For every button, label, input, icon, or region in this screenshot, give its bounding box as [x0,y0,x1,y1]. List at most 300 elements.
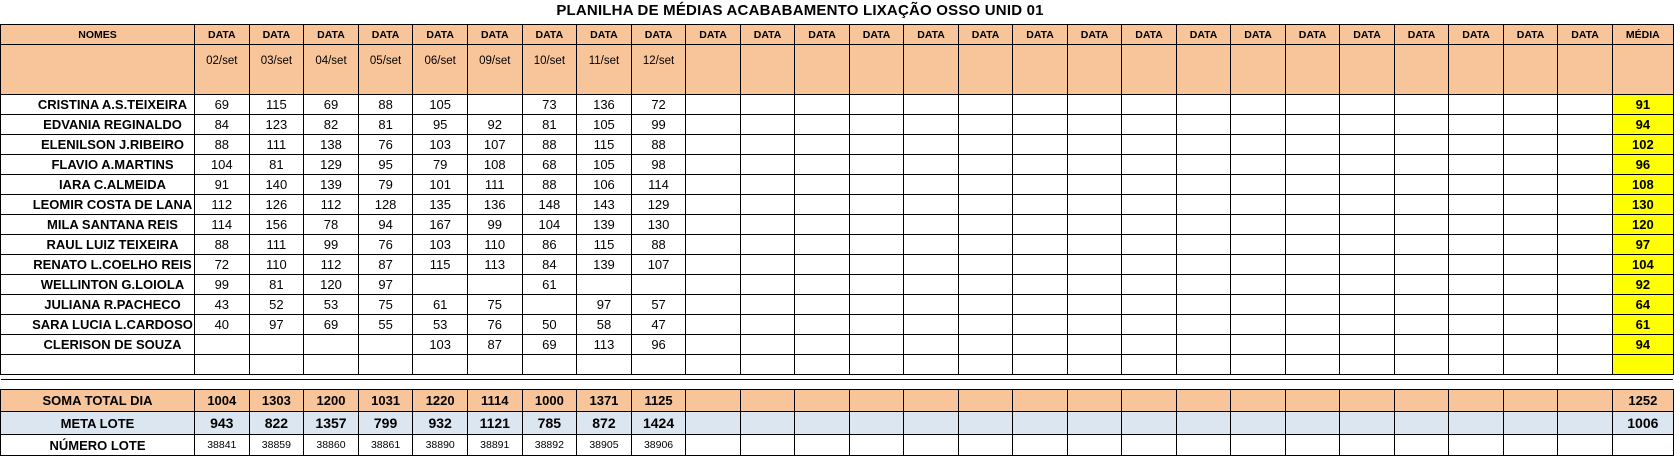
meta-value[interactable] [1340,412,1395,435]
value-cell[interactable] [1394,315,1449,335]
value-cell[interactable]: 113 [467,255,522,275]
value-cell[interactable] [1013,335,1068,355]
value-cell[interactable] [1067,295,1122,315]
value-cell[interactable] [1394,255,1449,275]
value-cell[interactable] [1449,275,1504,295]
value-cell[interactable] [958,155,1013,175]
employee-name[interactable]: JULIANA R.PACHECO [1,295,195,315]
value-cell[interactable]: 123 [249,115,304,135]
value-cell[interactable]: 103 [413,235,468,255]
value-cell[interactable] [1340,315,1395,335]
soma-value[interactable] [1503,390,1558,412]
soma-value[interactable] [849,390,904,412]
lote-value[interactable]: 38859 [249,435,304,456]
value-cell[interactable] [740,335,795,355]
value-cell[interactable] [1503,195,1558,215]
date-cell[interactable] [958,45,1013,95]
value-cell[interactable] [1067,175,1122,195]
value-cell[interactable] [1122,235,1177,255]
value-cell[interactable] [849,255,904,275]
soma-value[interactable]: 1114 [467,390,522,412]
value-cell[interactable] [849,175,904,195]
value-cell[interactable] [1503,135,1558,155]
value-cell[interactable] [1067,315,1122,335]
value-cell[interactable]: 82 [304,115,359,135]
value-cell[interactable] [1231,95,1286,115]
value-cell[interactable]: 104 [195,155,250,175]
value-cell[interactable] [740,135,795,155]
meta-value[interactable]: 872 [577,412,632,435]
value-cell[interactable] [1013,155,1068,175]
value-cell[interactable] [904,115,959,135]
value-cell[interactable]: 88 [522,175,577,195]
value-cell[interactable]: 84 [522,255,577,275]
soma-value[interactable] [1013,390,1068,412]
value-cell[interactable] [1340,295,1395,315]
value-cell[interactable] [904,135,959,155]
value-cell[interactable]: 112 [304,195,359,215]
value-cell[interactable] [795,295,850,315]
meta-value[interactable]: 785 [522,412,577,435]
value-cell[interactable]: 143 [577,195,632,215]
value-cell[interactable] [686,135,741,155]
value-cell[interactable]: 53 [304,295,359,315]
lote-value[interactable] [904,435,959,456]
value-cell[interactable]: 79 [358,175,413,195]
blank-cell[interactable] [1013,355,1068,375]
value-cell[interactable] [686,255,741,275]
value-cell[interactable]: 95 [358,155,413,175]
lote-value[interactable] [1340,435,1395,456]
value-cell[interactable] [1122,255,1177,275]
value-cell[interactable]: 105 [577,155,632,175]
value-cell[interactable] [1503,95,1558,115]
lote-value[interactable] [1558,435,1613,456]
value-cell[interactable] [1122,275,1177,295]
value-cell[interactable] [1176,115,1231,135]
lote-value[interactable] [1122,435,1177,456]
value-cell[interactable] [1449,175,1504,195]
value-cell[interactable] [795,155,850,175]
soma-value[interactable] [958,390,1013,412]
header-date[interactable]: DATA [467,25,522,45]
value-cell[interactable] [1122,95,1177,115]
value-cell[interactable] [1176,215,1231,235]
blank-cell[interactable] [1,355,195,375]
value-cell[interactable] [795,175,850,195]
soma-value[interactable] [686,390,741,412]
value-cell[interactable]: 128 [358,195,413,215]
value-cell[interactable] [1394,215,1449,235]
value-cell[interactable] [686,195,741,215]
date-cell[interactable] [849,45,904,95]
employee-name[interactable]: IARA C.ALMEIDA [1,175,195,195]
value-cell[interactable] [958,95,1013,115]
value-cell[interactable] [1449,195,1504,215]
value-cell[interactable]: 75 [467,295,522,315]
value-cell[interactable]: 105 [577,115,632,135]
value-cell[interactable] [958,295,1013,315]
header-date[interactable]: DATA [304,25,359,45]
value-cell[interactable] [1340,275,1395,295]
value-cell[interactable]: 107 [631,255,686,275]
value-cell[interactable] [1176,235,1231,255]
average-cell[interactable]: 104 [1612,255,1673,275]
blank-cell[interactable] [904,355,959,375]
value-cell[interactable] [1449,235,1504,255]
value-cell[interactable]: 97 [249,315,304,335]
employee-name[interactable]: SARA LUCIA L.CARDOSO [1,315,195,335]
value-cell[interactable]: 58 [577,315,632,335]
value-cell[interactable] [1122,175,1177,195]
blank-cell[interactable] [304,355,359,375]
value-cell[interactable]: 81 [358,115,413,135]
header-date[interactable]: DATA [904,25,959,45]
value-cell[interactable] [686,275,741,295]
value-cell[interactable]: 97 [577,295,632,315]
value-cell[interactable] [795,315,850,335]
soma-value[interactable]: 1303 [249,390,304,412]
value-cell[interactable] [1340,235,1395,255]
value-cell[interactable] [1013,235,1068,255]
lote-value[interactable] [1067,435,1122,456]
value-cell[interactable]: 101 [413,175,468,195]
value-cell[interactable]: 73 [522,95,577,115]
average-cell[interactable]: 97 [1612,235,1673,255]
value-cell[interactable]: 96 [631,335,686,355]
blank-cell[interactable] [467,355,522,375]
blank-cell[interactable] [849,355,904,375]
blank-cell[interactable] [1449,355,1504,375]
value-cell[interactable] [1176,335,1231,355]
blank-cell[interactable] [522,355,577,375]
header-names[interactable]: NOMES [1,25,195,45]
value-cell[interactable] [1558,215,1613,235]
value-cell[interactable] [849,275,904,295]
value-cell[interactable] [195,335,250,355]
value-cell[interactable]: 40 [195,315,250,335]
value-cell[interactable] [849,155,904,175]
value-cell[interactable]: 114 [195,215,250,235]
blank-cell[interactable] [358,355,413,375]
value-cell[interactable]: 138 [304,135,359,155]
value-cell[interactable] [1503,255,1558,275]
average-cell[interactable]: 61 [1612,315,1673,335]
meta-value[interactable] [1503,412,1558,435]
value-cell[interactable] [577,275,632,295]
employee-name[interactable]: EDVANIA REGINALDO [1,115,195,135]
blank-cell[interactable] [1231,355,1286,375]
average-cell[interactable]: 91 [1612,95,1673,115]
value-cell[interactable]: 103 [413,135,468,155]
soma-value[interactable] [1231,390,1286,412]
soma-value[interactable]: 1004 [195,390,250,412]
value-cell[interactable]: 88 [195,135,250,155]
value-cell[interactable] [904,335,959,355]
header-date[interactable]: DATA [1231,25,1286,45]
employee-name[interactable]: CLERISON DE SOUZA [1,335,195,355]
value-cell[interactable] [904,275,959,295]
value-cell[interactable]: 115 [577,135,632,155]
header-average-blank[interactable] [1612,45,1673,95]
value-cell[interactable] [1176,175,1231,195]
value-cell[interactable] [1067,195,1122,215]
header-average[interactable]: MÉDIA [1612,25,1673,45]
date-cell[interactable] [686,45,741,95]
value-cell[interactable] [1231,135,1286,155]
value-cell[interactable]: 72 [195,255,250,275]
soma-value[interactable]: 1000 [522,390,577,412]
header-date[interactable]: DATA [958,25,1013,45]
value-cell[interactable]: 50 [522,315,577,335]
header-date[interactable]: DATA [577,25,632,45]
value-cell[interactable] [1503,215,1558,235]
value-cell[interactable] [467,95,522,115]
value-cell[interactable]: 61 [413,295,468,315]
value-cell[interactable] [1013,135,1068,155]
value-cell[interactable]: 136 [467,195,522,215]
header-date[interactable]: DATA [358,25,413,45]
date-cell[interactable] [1503,45,1558,95]
value-cell[interactable] [1067,95,1122,115]
header-date[interactable]: DATA [795,25,850,45]
value-cell[interactable] [904,155,959,175]
value-cell[interactable] [1013,295,1068,315]
meta-value[interactable] [1013,412,1068,435]
value-cell[interactable] [1394,135,1449,155]
value-cell[interactable] [849,115,904,135]
value-cell[interactable] [740,95,795,115]
value-cell[interactable]: 106 [577,175,632,195]
value-cell[interactable] [1558,335,1613,355]
meta-value[interactable] [1176,412,1231,435]
value-cell[interactable]: 113 [577,335,632,355]
value-cell[interactable] [904,215,959,235]
date-cell[interactable]: 12/set [631,45,686,95]
lote-value[interactable] [1231,435,1286,456]
value-cell[interactable] [1231,115,1286,135]
value-cell[interactable]: 112 [304,255,359,275]
value-cell[interactable] [1449,135,1504,155]
value-cell[interactable] [1449,295,1504,315]
blank-cell[interactable] [958,355,1013,375]
soma-value[interactable] [1558,390,1613,412]
value-cell[interactable] [740,155,795,175]
date-cell[interactable] [1122,45,1177,95]
value-cell[interactable] [1231,295,1286,315]
value-cell[interactable] [740,315,795,335]
date-cell[interactable] [1067,45,1122,95]
value-cell[interactable] [1231,215,1286,235]
soma-value[interactable] [904,390,959,412]
value-cell[interactable]: 47 [631,315,686,335]
value-cell[interactable]: 104 [522,215,577,235]
value-cell[interactable]: 99 [631,115,686,135]
value-cell[interactable] [1122,335,1177,355]
meta-value[interactable]: 932 [413,412,468,435]
value-cell[interactable] [740,215,795,235]
value-cell[interactable] [1122,135,1177,155]
value-cell[interactable] [904,235,959,255]
blank-cell[interactable] [631,355,686,375]
value-cell[interactable] [686,215,741,235]
date-cell[interactable] [795,45,850,95]
value-cell[interactable] [849,335,904,355]
value-cell[interactable] [1503,115,1558,135]
soma-value[interactable]: 1371 [577,390,632,412]
header-date[interactable]: DATA [1122,25,1177,45]
value-cell[interactable] [1231,335,1286,355]
value-cell[interactable]: 136 [577,95,632,115]
header-date[interactable]: DATA [1558,25,1613,45]
value-cell[interactable] [1231,235,1286,255]
meta-value[interactable]: 943 [195,412,250,435]
soma-value[interactable] [795,390,850,412]
meta-label[interactable]: META LOTE [1,412,195,435]
soma-value[interactable] [1340,390,1395,412]
value-cell[interactable] [1285,295,1340,315]
date-cell[interactable]: 06/set [413,45,468,95]
value-cell[interactable] [1231,155,1286,175]
date-cell[interactable] [1176,45,1231,95]
value-cell[interactable] [1122,215,1177,235]
value-cell[interactable] [1285,255,1340,275]
value-cell[interactable] [1285,275,1340,295]
value-cell[interactable] [958,275,1013,295]
lote-value[interactable]: 38891 [467,435,522,456]
meta-value[interactable]: 1121 [467,412,522,435]
value-cell[interactable]: 92 [467,115,522,135]
average-cell[interactable]: 94 [1612,335,1673,355]
value-cell[interactable] [1394,155,1449,175]
blank-cell[interactable] [686,355,741,375]
meta-value[interactable]: 822 [249,412,304,435]
value-cell[interactable]: 115 [413,255,468,275]
header-date[interactable]: DATA [413,25,468,45]
value-cell[interactable] [304,335,359,355]
value-cell[interactable] [686,155,741,175]
header-date[interactable]: DATA [1503,25,1558,45]
date-cell[interactable] [1558,45,1613,95]
lote-value[interactable] [686,435,741,456]
value-cell[interactable] [740,115,795,135]
blank-cell[interactable] [249,355,304,375]
header-date[interactable]: DATA [686,25,741,45]
value-cell[interactable] [1067,155,1122,175]
employee-name[interactable]: MILA SANTANA REIS [1,215,195,235]
value-cell[interactable] [958,175,1013,195]
date-cell[interactable] [1285,45,1340,95]
value-cell[interactable]: 107 [467,135,522,155]
value-cell[interactable]: 87 [358,255,413,275]
value-cell[interactable]: 111 [249,135,304,155]
value-cell[interactable] [1503,335,1558,355]
date-cell[interactable]: 09/set [467,45,522,95]
value-cell[interactable]: 99 [304,235,359,255]
value-cell[interactable] [849,95,904,115]
value-cell[interactable] [795,235,850,255]
value-cell[interactable] [1285,195,1340,215]
meta-value[interactable] [795,412,850,435]
value-cell[interactable]: 86 [522,235,577,255]
value-cell[interactable] [1013,275,1068,295]
value-cell[interactable] [1340,95,1395,115]
blank-cell[interactable] [795,355,850,375]
date-cell[interactable] [1449,45,1504,95]
value-cell[interactable] [1067,235,1122,255]
value-cell[interactable] [795,255,850,275]
value-cell[interactable] [686,315,741,335]
blank-cell[interactable] [1176,355,1231,375]
value-cell[interactable]: 98 [631,155,686,175]
value-cell[interactable] [1394,95,1449,115]
average-cell[interactable]: 96 [1612,155,1673,175]
meta-value[interactable] [1285,412,1340,435]
value-cell[interactable]: 76 [467,315,522,335]
value-cell[interactable]: 95 [413,115,468,135]
meta-value[interactable] [686,412,741,435]
value-cell[interactable]: 110 [467,235,522,255]
header-date[interactable]: DATA [249,25,304,45]
value-cell[interactable] [795,335,850,355]
value-cell[interactable] [1176,155,1231,175]
value-cell[interactable]: 84 [195,115,250,135]
value-cell[interactable] [1558,255,1613,275]
lote-value[interactable]: 38860 [304,435,359,456]
value-cell[interactable]: 88 [522,135,577,155]
value-cell[interactable]: 78 [304,215,359,235]
value-cell[interactable]: 75 [358,295,413,315]
lote-value[interactable] [1176,435,1231,456]
meta-value[interactable] [1449,412,1504,435]
value-cell[interactable] [1558,115,1613,135]
value-cell[interactable] [1285,235,1340,255]
value-cell[interactable] [1285,95,1340,115]
value-cell[interactable] [1122,155,1177,175]
value-cell[interactable] [1122,315,1177,335]
average-cell[interactable]: 108 [1612,175,1673,195]
blank-cell[interactable] [413,355,468,375]
value-cell[interactable]: 167 [413,215,468,235]
value-cell[interactable]: 88 [631,135,686,155]
average-cell[interactable]: 120 [1612,215,1673,235]
soma-label[interactable]: SOMA TOTAL DIA [1,390,195,412]
value-cell[interactable] [904,175,959,195]
meta-value[interactable]: 799 [358,412,413,435]
value-cell[interactable] [1394,235,1449,255]
date-cell[interactable] [1340,45,1395,95]
value-cell[interactable] [1285,215,1340,235]
value-cell[interactable] [1558,235,1613,255]
value-cell[interactable] [1013,315,1068,335]
meta-value[interactable] [849,412,904,435]
meta-value[interactable] [1067,412,1122,435]
value-cell[interactable] [1013,175,1068,195]
lote-value[interactable]: 38861 [358,435,413,456]
value-cell[interactable]: 110 [249,255,304,275]
value-cell[interactable] [1340,255,1395,275]
soma-value[interactable] [1449,390,1504,412]
blank-cell[interactable] [1558,355,1613,375]
lote-value[interactable] [958,435,1013,456]
value-cell[interactable] [795,275,850,295]
value-cell[interactable] [1394,115,1449,135]
value-cell[interactable] [1231,255,1286,275]
value-cell[interactable] [1176,95,1231,115]
blank-cell[interactable] [1394,355,1449,375]
soma-value[interactable] [1285,390,1340,412]
value-cell[interactable] [686,295,741,315]
